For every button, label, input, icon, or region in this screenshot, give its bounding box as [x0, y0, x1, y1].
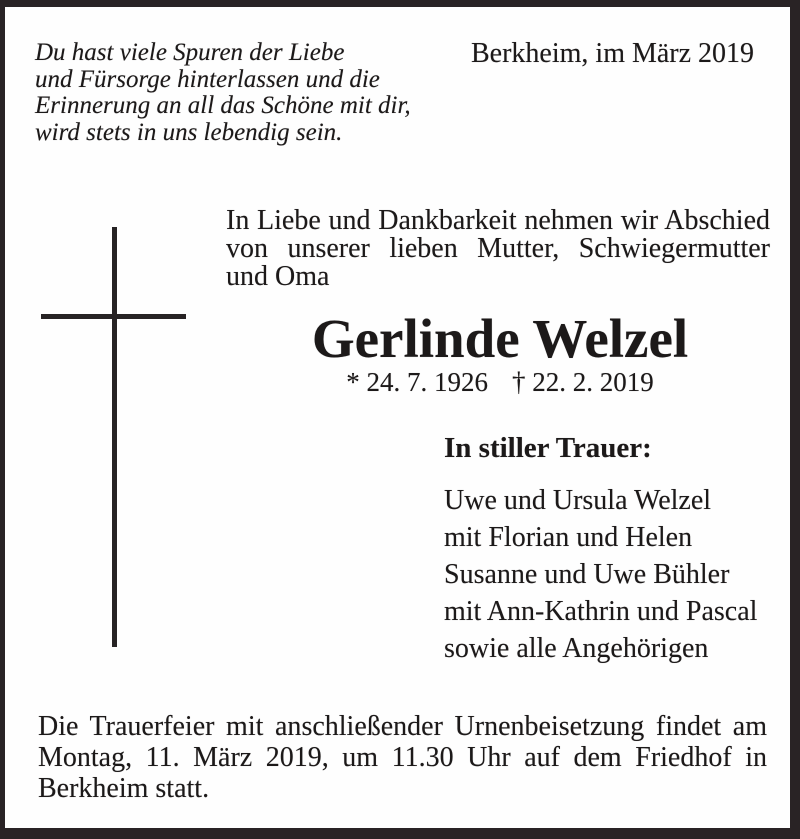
mourner-line: sowie alle Angehörigen: [444, 633, 709, 664]
funeral-info-line: Montag, 11. März 2019, um 11.30 Uhr auf dem Friedhof in: [38, 742, 767, 773]
life-dates: [225, 369, 775, 396]
funeral-info-line: Berkheim statt.: [38, 773, 210, 804]
epigraph-line: wird stets in uns lebendig sein.: [35, 119, 343, 147]
cross-horizontal-bar: [41, 314, 186, 319]
cross-vertical-bar: [112, 227, 117, 647]
epigraph-line: Du hast viele Spuren der Liebe: [35, 39, 345, 66]
mourner-line: Susanne und Uwe Bühler: [444, 559, 730, 590]
epigraph-verse: [35, 40, 411, 147]
death-date: † 22. 2. 2019: [512, 367, 654, 397]
deceased-name: Gerlinde Welzel: [311, 308, 689, 369]
mourner-line: Uwe und Ursula Welzel: [444, 485, 712, 516]
mourner-line: mit Ann-Kathrin und Pascal: [444, 596, 758, 627]
intro-paragraph: [226, 207, 770, 291]
funeral-info-line: Die Trauerfeier mit anschließender Urnenbeisetzung findet am: [38, 711, 767, 742]
mourner-line: mit Florian und Helen: [444, 522, 693, 553]
intro-line: und Oma: [226, 261, 330, 292]
epigraph-line: Erinnerung an all das Schöne mit dir,: [35, 92, 411, 120]
epigraph-line: und Fürsorge hinterlassen und die: [35, 65, 380, 93]
funeral-info-paragraph: [38, 711, 767, 804]
place-dateline: Berkheim, im März 2019: [471, 38, 755, 69]
mourners-list: [444, 482, 757, 667]
intro-line: von unserer lieben Mutter, Schwiegermutter: [226, 233, 770, 264]
birth-date: * 24. 7. 1926: [346, 367, 488, 397]
intro-line: In Liebe und Dankbarkeit nehmen wir Abschied: [226, 205, 770, 236]
mourning-heading: In stiller Trauer:: [444, 432, 652, 464]
